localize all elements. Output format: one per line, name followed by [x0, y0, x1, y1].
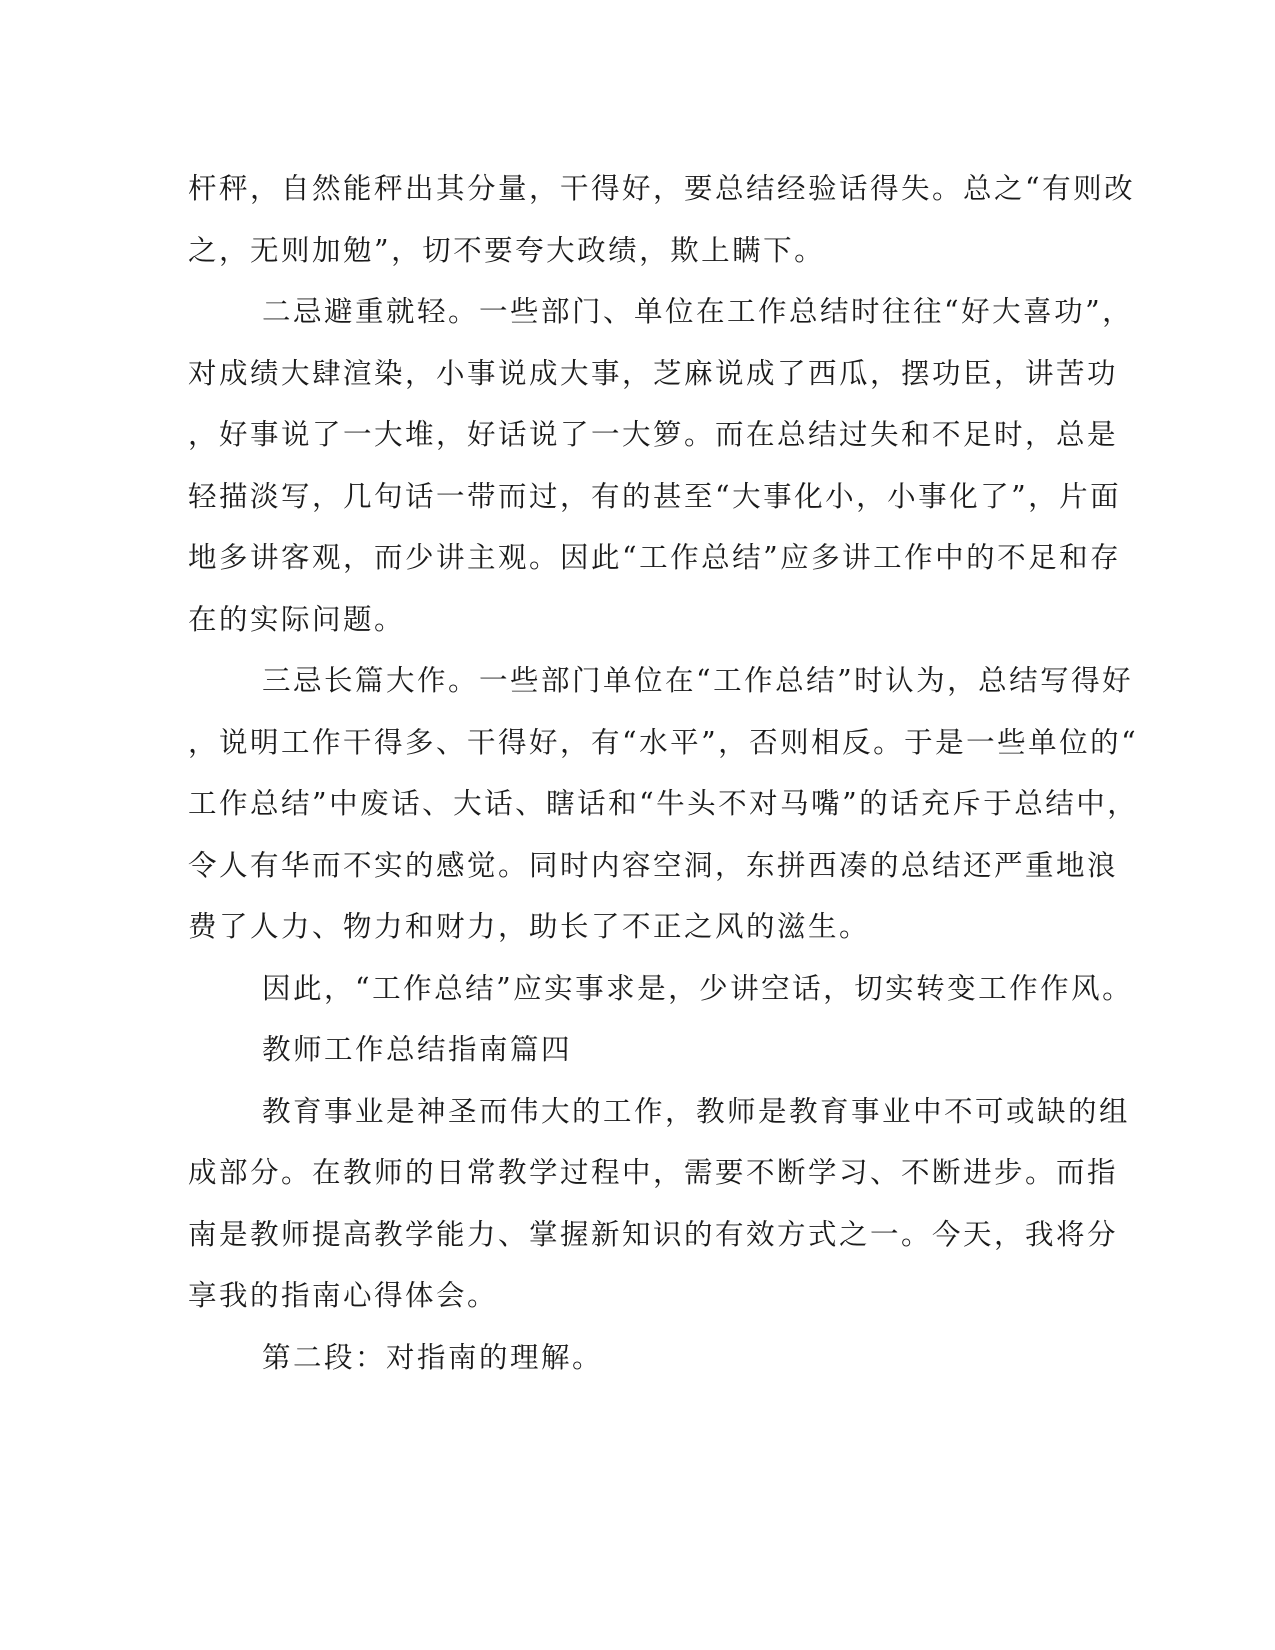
paragraph-avoid-lengthy: [188, 650, 1139, 958]
text-line: 因此，“工作总结”应实事求是，少讲空话，切实转变工作作风。: [262, 971, 1134, 1005]
text-line: 南是教师提高教学能力、掌握新知识的有效方式之一。今天，我将分: [188, 1217, 1119, 1251]
text-line: 之，无则加勉”，切不要夸大政绩，欺上瞒下。: [188, 233, 826, 267]
text-line: 在的实际问题。: [188, 602, 406, 636]
section-heading: [188, 1019, 1088, 1081]
text-line: 工作总结”中废话、大话、瞎话和“牛头不对马嘴”的话充斥于总结中，: [188, 787, 1139, 820]
paragraph-continuation: [188, 158, 1136, 281]
paragraph-second-section: [188, 1327, 1088, 1389]
document-body: [188, 158, 1139, 1388]
text-line: 地多讲客观，而少讲主观。因此“工作总结”应多讲工作中的不足和存: [188, 541, 1122, 574]
text-line: 成部分。在教师的日常教学过程中，需要不断学习、不断进步。而指: [188, 1156, 1119, 1189]
paragraph-conclusion: [188, 958, 1134, 1020]
text-line: ，好事说了一大堆，好话说了一大箩。而在总结过失和不足时，总是: [188, 418, 1119, 451]
paragraph-avoid-evasion: [188, 281, 1134, 650]
text-line: 教师工作总结指南篇四: [262, 1033, 573, 1066]
text-line: 令人有华而不实的感觉。同时内容空洞，东拼西凑的总结还严重地浪: [188, 848, 1119, 882]
text-line: 二忌避重就轻。一些部门、单位在工作总结时往往“好大喜功”，: [262, 295, 1134, 328]
text-line: 费了人力、物力和财力，助长了不正之风的滋生。: [188, 910, 871, 943]
text-line: 享我的指南心得体会。: [188, 1279, 499, 1312]
text-line: 对成绩大肆渲染，小事说成大事，芝麻说成了西瓜，摆功臣，讲苦功: [188, 356, 1119, 390]
text-line: 第二段：对指南的理解。: [262, 1340, 604, 1374]
text-line: 教育事业是神圣而伟大的工作，教师是教育事业中不可或缺的组: [262, 1094, 1131, 1128]
text-line: 轻描淡写，几句话一带而过，有的甚至“大事化小，小事化了”，片面: [188, 479, 1122, 513]
paragraph-intro: [188, 1081, 1131, 1327]
text-line: ，说明工作干得多、干得好，有“水平”，否则相反。于是一些单位的“: [188, 725, 1139, 759]
text-line: 杆秤，自然能秤出其分量，干得好，要总结经验话得失。总之“有则改: [188, 172, 1136, 205]
text-line: 三忌长篇大作。一些部门单位在“工作总结”时认为，总结写得好: [262, 664, 1134, 697]
